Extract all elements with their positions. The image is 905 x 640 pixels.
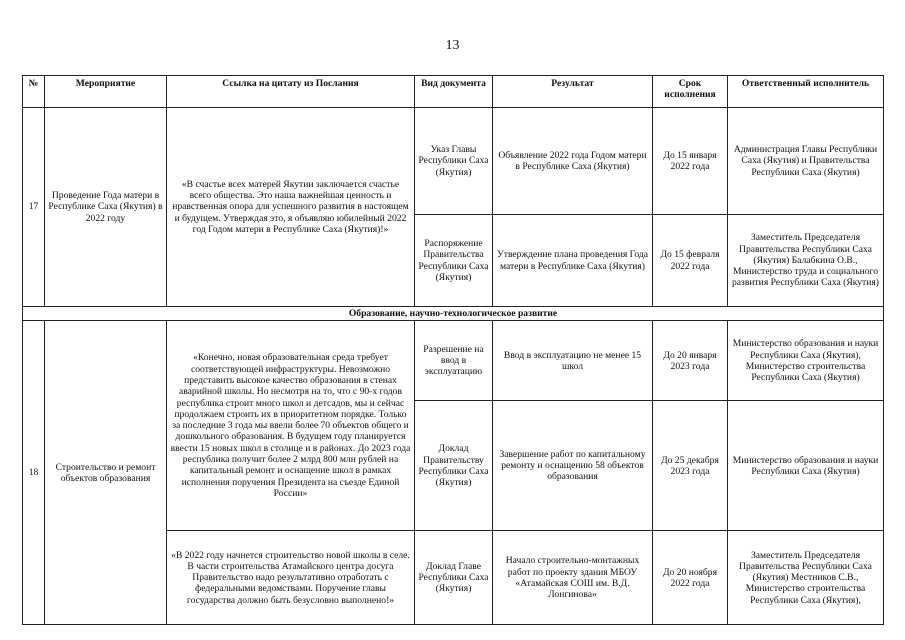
row17a-responsible: Администрация Главы Республики Саха (Якутия) и Правительства Республики Саха (Якутия) [728, 108, 884, 215]
row17b-responsible: Заместитель Председателя Правительства Республики Саха (Якутия) Балабкина О.В., Министерство труда и социального развития Республики Саха (Якутия) [728, 215, 884, 307]
row18-quote2: «В 2022 году начнется строительство новой школы в селе. В части строительства Атамайского центра досуга Правительство надо результативно отработать с федеральными ведомствами. Поручение главы государства должно быть безусловно выполнено!» [167, 531, 415, 625]
table-row [23, 108, 884, 215]
plan-table [22, 75, 884, 625]
row17b-doc-type: Распоряжение Правительства Республики Саха (Якутия) [415, 215, 493, 307]
row18a-deadline: До 20 января 2023 года [653, 321, 728, 401]
row18a-result: Ввод в эксплуатацию не менее 15 школ [493, 321, 653, 401]
row17a-deadline: До 15 января 2022 года [653, 108, 728, 215]
row18b-doc-type: Доклад Правительству Республики Саха (Якутия) [415, 401, 493, 531]
header-row [23, 76, 884, 108]
row18a-doc-type: Разрешение на ввод в эксплуатацию [415, 321, 493, 401]
page-number: 13 [445, 38, 460, 53]
row18-num: 18 [23, 321, 45, 625]
header-result: Результат [493, 76, 653, 108]
row18a-responsible: Министерство образования и науки Республики Саха (Якутия), Министерство строительства Республики Саха (Якутия) [728, 321, 884, 401]
section-title: Образование, научно-технологическое развитие [23, 307, 884, 321]
row17-quote: «В счастье всех матерей Якутии заключается счастье всего общества. Это наша важнейшая ценность и нравственная опора для успешного развития в настоящем и будущем. Утверждая это, я объявляю юбилейный 2022 год Годом матери в Республике Саха (Якутия)!» [167, 108, 415, 307]
header-num: № [23, 76, 45, 108]
row18c-doc-type: Доклад Главе Республики Саха (Якутия) [415, 531, 493, 625]
header-deadline: Срок исполнения [653, 76, 728, 108]
header-doc-type: Вид документа [415, 76, 493, 108]
row17b-deadline: До 15 февраля 2022 года [653, 215, 728, 307]
header-event: Мероприятие [45, 76, 167, 108]
row18-quote1: «Конечно, новая образовательная среда требует соответствующей инфраструктуры. Невозможно представить высокое качество образования в стенах аварийной школы. Но несмотря на то, что с 90-х годов республика строит много школ и детсадов, мы и сейчас продолжаем строить их в приоритетном порядке. Только за последние 3 года мы ввели более 70 объектов общего и дошкольного образования. В будущем году планируется ввести 15 новых школ в столице и в районах. До 2023 года республика получит более 2 млрд 800 млн рублей на капитальный ремонт и оснащение школ в рамках исполнения поручения Президента на съезде Единой России» [167, 321, 415, 531]
row18b-result: Завершение работ по капитальному ремонту и оснащению 58 объектов образования [493, 401, 653, 531]
row18b-responsible: Министерство образования и науки Республики Саха (Якутия) [728, 401, 884, 531]
row17-event: Проведение Года матери в Республике Саха (Якутия) в 2022 году [45, 108, 167, 307]
row17a-doc-type: Указ Главы Республики Саха (Якутия) [415, 108, 493, 215]
row18-event: Строительство и ремонт объектов образования [45, 321, 167, 625]
row18b-deadline: До 25 декабря 2023 года [653, 401, 728, 531]
section-row [23, 307, 884, 321]
header-responsible: Ответственный исполнитель [728, 76, 884, 108]
table-row [23, 321, 884, 401]
row18c-responsible: Заместитель Председателя Правительства Республики Саха (Якутия) Местников С.В., Министерство строительства Республики Саха (Якутия), [728, 531, 884, 625]
row18c-deadline: До 20 ноября 2022 года [653, 531, 728, 625]
row18c-result: Начало строительно-монтажных работ по проекту здания МБОУ «Атамайская СОШ им. В.Д. Лонгинова» [493, 531, 653, 625]
row17a-result: Объявление 2022 года Годом матери в Республике Саха (Якутия) [493, 108, 653, 215]
row17-num: 17 [23, 108, 45, 307]
header-quote: Ссылка на цитату из Послания [167, 76, 415, 108]
row17b-result: Утверждение плана проведения Года матери в Республике Саха (Якутия) [493, 215, 653, 307]
